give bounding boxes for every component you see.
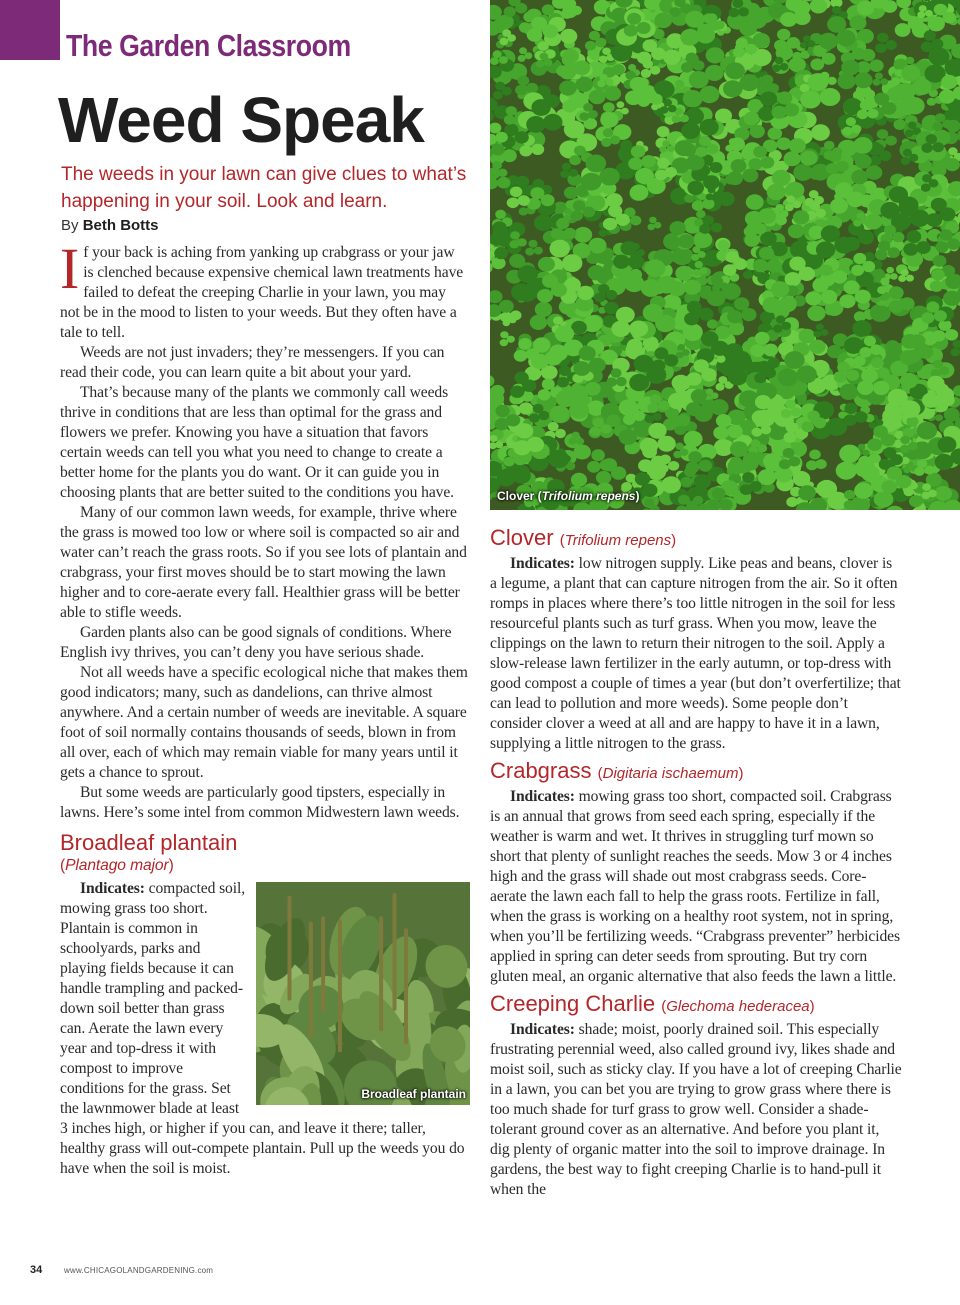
clover-body: low nitrogen supply. Like peas and beans, clover is a legume, a plant that can capture nitrogen from the air. So it often romps in places where there’s too little nitrogen in the soil for less resourceful plants such as turf grass. When you mow, leave the clippings on the lawn to return their nitrogen to the soil. Apply a slow-release lawn fertilizer in the early autumn, or top-dress with good compost a couple of times a year (but don’t overfertilize; that can lead to pollution and more weeds). Some people don’t consider clover a weed at all and are happy to have it in a lawn, supplying a little nitrogen to the grass. [490, 555, 901, 752]
clover-image [490, 0, 960, 510]
plantain-photo-caption: Broadleaf plantain [361, 1087, 466, 1101]
creeping-charlie-heading: Creeping Charlie (Glechoma hederacea) [490, 991, 815, 1016]
right-column [490, 524, 902, 1200]
byline [61, 216, 159, 236]
creeping-charlie-body: shade; moist, poorly drained soil. This especially frustrating perennial weed, also called ground ivy, likes shade and moist soil, such as sticky clay. If you have a lot of creeping Charlie in a lawn, you can bet you are trying to grow grass where there is too much shade for turf grass to grow well. Consider a shade-tolerant ground cover as an alternative. And before you plant it, dig plenty of organic matter into the soil to improve drainage. In gardens, the best way to fight creeping Charlie is to hand-pull it when the [490, 1021, 902, 1198]
crabgrass-indicates-label: Indicates: [510, 788, 575, 805]
plantain-photo [256, 882, 470, 1105]
clover-photo-caption [497, 489, 639, 503]
plantain-image [256, 882, 470, 1105]
body-paragraph: Many of our common lawn weeds, for example, thrive where the grass is mowed too low or where soil is compacted so air and water can’t reach the grass roots. So if you see lots of plantain and crabgrass, your first moves should be to start mowing the lawn higher and to core-aerate every fall. Healthier grass will be better able to stifle weeds. [60, 504, 467, 621]
body-paragraph: Not all weeds have a specific ecological niche that makes them good indicators; many, such as dandelions, can thrive almost anywhere. And a certain number of weeds are inevitable. A square foot of soil normally contains thousands of seeds, blown in from all over, each of which may remain viable for many years until it gets a chance to sprout. [60, 664, 468, 781]
crabgrass-body: mowing grass too short, compacted soil. Crabgrass is an annual that grows from seed each spring, especially if the weather is warm and wet. It thrives in struggling turf mown so short that plenty of sunlight reaches the seeds. Mow 3 or 4 inches high and the grass will shade out most crabgrass seeds. Core-aerate the lawn each fall to help the grass roots. Fertilize in fall, when the grass is working on a healthy root system, not in spring, when you’ll be fertilizing weeds. “Crabgrass preventer” herbicides applied in spring can deter seeds from sprouting. But try corn gluten meal, an organic alternative that also feeds the lawn a little. [490, 788, 900, 985]
crabgrass-name: Crabgrass [490, 758, 592, 783]
crabgrass-heading: Crabgrass (Digitaria ischaemum) [490, 758, 744, 783]
intro-first-text: f your back is aching from yanking up crabgrass or your jaw is clenched because expensive chemical lawn treatments have failed to defeat the creeping Charlie in your lawn, you may not be in the mood to listen to your weeds. But they often have a tale to tell. [60, 244, 464, 341]
section-tab-bar [0, 0, 60, 60]
intro-paragraph [60, 236, 468, 343]
clover-text [490, 554, 902, 754]
body-paragraph: Garden plants also can be good signals of conditions. Where English ivy thrives, you can’t deny you have serious shade. [60, 624, 452, 661]
clover-caption-scientific: Trifolium repens [541, 489, 636, 503]
clover-heading: Clover (Trifolium repens) [490, 525, 677, 550]
plantain-scientific-name: Plantago major [65, 857, 169, 874]
article-dek: The weeds in your lawn can give clues to what’s happening in your soil. Look and learn. [61, 164, 467, 212]
left-column [60, 236, 468, 1179]
crabgrass-scientific-name: Digitaria ischaemum [602, 765, 739, 782]
plantain-body: compacted soil, mowing grass too short. Plantain is common in schoolyards, parks and playing fields because it can handle trampling and packed-down soil better than grass can. Aerate the lawn every year and top-dress it with compost to improve conditions for the grass. Set the lawnmower blade at least 3 inches high, or higher if you can, and leave it there; taller, healthy grass will out-compete plantain. Pull up the weeds you do have when the soil is moist. [60, 880, 465, 1177]
plantain-heading: Broadleaf plantain [60, 830, 238, 855]
plantain-scientific: (Plantago major) [60, 857, 174, 874]
creeping-charlie-text [490, 1020, 902, 1200]
section-name: The Garden Classroom [66, 28, 351, 63]
dropcap: I [60, 236, 80, 301]
clover-name: Clover [490, 525, 554, 550]
clover-caption-prefix: Clover ( [497, 489, 542, 503]
clover-scientific-name: Trifolium repens [564, 532, 672, 549]
byline-prefix: By [61, 217, 79, 234]
byline-author: Beth Botts [82, 217, 159, 234]
article-headline: Weed Speak [58, 84, 424, 156]
body-paragraph: But some weeds are particularly good tipsters, especially in lawns. Here’s some intel from common Midwestern lawn weeds. [60, 784, 460, 821]
crabgrass-text [490, 787, 902, 987]
clover-caption-suffix: ) [635, 489, 640, 503]
creeping-charlie-indicates-label: Indicates: [510, 1021, 575, 1038]
page-number: 34 [30, 1264, 43, 1276]
footer-url: www.CHICAGOLANDGARDENING.com [64, 1266, 214, 1275]
creeping-charlie-name: Creeping Charlie [490, 991, 656, 1016]
creeping-charlie-scientific-name: Glechoma hederacea [666, 998, 810, 1015]
clover-photo [490, 0, 960, 510]
body-paragraph: Weeds are not just invaders; they’re messengers. If you can read their code, you can learn quite a bit about your yard. [60, 344, 445, 381]
plantain-indicates-label: Indicates: [80, 880, 145, 897]
body-paragraph: That’s because many of the plants we commonly call weeds thrive in conditions that are less than optimal for the grass and flowers we prefer. Knowing you have a situation that favors certain weeds can tell you what you need to change to create a better home for the plants you do want. Or it can guide you in choosing plants that are better suited to the conditions you have. [60, 384, 454, 501]
clover-indicates-label: Indicates: [510, 555, 575, 572]
